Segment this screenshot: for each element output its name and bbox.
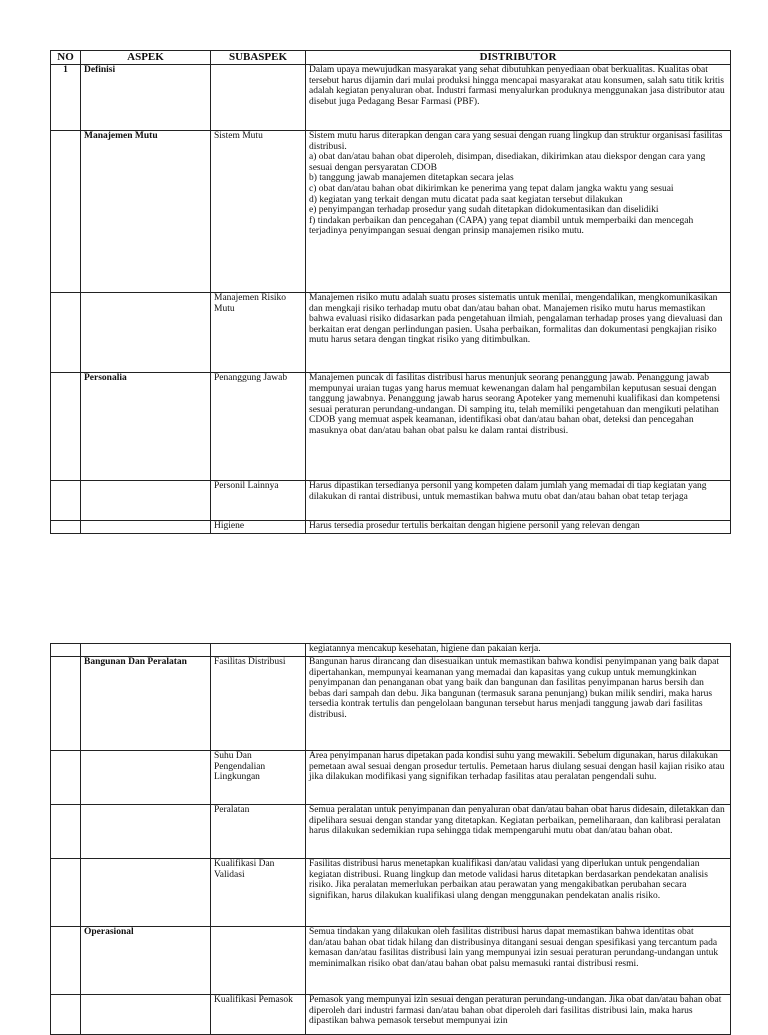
row-aspek	[81, 521, 211, 534]
row-aspek: Operasional	[81, 927, 211, 995]
row-aspek	[81, 751, 211, 805]
row-subaspek: Penanggung Jawab	[211, 373, 306, 481]
row-aspek	[81, 859, 211, 927]
row-subaspek: Manajemen Risiko Mutu	[211, 293, 306, 373]
row-subaspek	[211, 65, 306, 131]
row-distributor: Bangunan harus dirancang dan disesuaikan untuk memastikan bahwa kondisi penyimpanan yang baik dapat dipertahankan, mempunyai keamanan yang memadai dan kapasitas yang cukup untuk memungkinkan penyimpanan dan penanganan obat yang baik dan bangunan dan fasilitas penyimpanan harus bersih dan bebas dari sampah dan debu. Jika bangunan (termasuk sarana penunjang) bukan milik sendiri, maka harus tersedia kontrak tertulis dan pengelolaan bangunan tersebut harus menjadi tanggung jawab dari fasilitas distribusi.	[306, 657, 731, 751]
row-distributor: Pemasok yang mempunyai izin sesuai dengan peraturan perundang-undangan. Jika obat dan/atau bahan obat diperoleh dari industri farmasi dan/atau bahan obat diperoleh dari fasilitas distribusi lain, maka harus dipastikan bahwa pemasok tersebut mempunyai izin	[306, 995, 731, 1035]
row-subaspek: Kualifikasi Pemasok	[211, 995, 306, 1035]
row-subaspek: Sistem Mutu	[211, 131, 306, 293]
table-row	[51, 995, 731, 1035]
row-aspek	[81, 644, 211, 657]
table-row	[51, 859, 731, 927]
row-distributor: Sistem mutu harus diterapkan dengan cara yang sesuai dengan ruang lingkup dan struktur organisasi fasilitas distribusi. a) obat dan/atau bahan obat diperoleh, disimpan, disediakan, dikirimkan atau diekspor dengan cara yang sesuai dengan persyaratan CDOB b) tanggung jawab manajemen ditetapkan secara jelas c) obat dan/atau bahan obat dikirimkan ke penerima yang tepat dalam jangka waktu yang sesuai d) kegiatan yang terkait dengan mutu dicatat pada saat kegiatan tersebut dilakukan e) penyimpangan terhadap prosedur yang sudah ditetapkan didokumentasikan dan diselidiki f) tindakan perbaikan dan pencegahan (CAPA) yang tepat diambil untuk memperbaiki dan mencegah terjadinya penyimpangan sesuai dengan prinsip manajemen risiko mutu.	[306, 131, 731, 293]
row-distributor: kegiatannya mencakup kesehatan, higiene dan pakaian kerja.	[306, 644, 731, 657]
table-row	[51, 927, 731, 995]
header-aspek: ASPEK	[81, 51, 211, 65]
row-no: 1	[51, 65, 81, 131]
row-no	[51, 859, 81, 927]
table-row	[51, 373, 731, 481]
header-distributor: DISTRIBUTOR	[306, 51, 731, 65]
row-subaspek: Suhu Dan Pengendalian Lingkungan	[211, 751, 306, 805]
row-subaspek: Fasilitas Distribusi	[211, 657, 306, 751]
row-subaspek: Higiene	[211, 521, 306, 534]
row-no	[51, 751, 81, 805]
row-subaspek	[211, 927, 306, 995]
row-subaspek: Kualifikasi Dan Validasi	[211, 859, 306, 927]
row-no	[51, 481, 81, 521]
table-row	[51, 751, 731, 805]
row-no	[51, 995, 81, 1035]
row-no	[51, 373, 81, 481]
table-row	[51, 521, 731, 534]
table-page-1	[50, 50, 731, 534]
table-row	[51, 644, 731, 657]
row-aspek	[81, 293, 211, 373]
row-no	[51, 644, 81, 657]
row-distributor: Harus tersedia prosedur tertulis berkaitan dengan higiene personil yang relevan dengan	[306, 521, 731, 534]
table-row	[51, 481, 731, 521]
table-header-row	[51, 51, 731, 65]
row-aspek: Definisi	[81, 65, 211, 131]
row-distributor: Fasilitas distribusi harus menetapkan kualifikasi dan/atau validasi yang diperlukan untuk pengendalian kegiatan distribusi. Ruang lingkup dan metode validasi harus ditetapkan berdasarkan pendekatan analisis risiko. Jika peralatan memerlukan perbaikan atau perawatan yang mengakibatkan perubahan secara signifikan, harus dilakukan kualifikasi ulang dengan menggunakan pendekatan analis risiko.	[306, 859, 731, 927]
table-page-2	[50, 643, 731, 1035]
row-distributor: Manajemen puncak di fasilitas distribusi harus menunjuk seorang penanggung jawab. Penanggung jawab mempunyai uraian tugas yang harus memuat kewenangan dalam hal pengambilan keputusan sesuai dengan tanggung jawabnya. Penanggung jawab harus seorang Apoteker yang memenuhi kualifikasi dan kompetensi sesuai peraturan perundang-undangan. Di samping itu, telah memiliki pengetahuan dan mengikuti pelatihan CDOB yang memuat aspek keamanan, identifikasi obat dan/atau bahan obat, deteksi dan pencegahan masuknya obat dan/atau bahan obat palsu ke dalam rantai distribusi.	[306, 373, 731, 481]
row-no	[51, 927, 81, 995]
row-no	[51, 521, 81, 534]
row-no	[51, 805, 81, 859]
table-row	[51, 65, 731, 131]
row-aspek: Manajemen Mutu	[81, 131, 211, 293]
table-row	[51, 131, 731, 293]
row-distributor: Manajemen risiko mutu adalah suatu proses sistematis untuk menilai, mengendalikan, mengkomunikasikan dan mengkaji risiko terhadap mutu obat dan/atau bahan obat. Manajemen risiko mutu harus memastikan bahwa evaluasi risiko didasarkan pada pengetahuan ilmiah, pengalaman terhadap proses yang dievaluasi dan berkaitan erat dengan perlindungan pasien. Usaha perbaikan, formalitas dan dokumentasi pengkajian risiko mutu harus setara dengan tingkat risiko yang ditimbulkan.	[306, 293, 731, 373]
row-distributor: Dalam upaya mewujudkan masyarakat yang sehat dibutuhkan penyediaan obat berkualitas. Kualitas obat tersebut harus dijamin dari mulai produksi hingga mencapai masyarakat atau konsumen, salah satu titik kritis adalah kegiatan penyaluran obat. Industri farmasi menyalurkan produknya menggunakan jasa distributor atau disebut juga Pedagang Besar Farmasi (PBF).	[306, 65, 731, 131]
row-no	[51, 657, 81, 751]
row-no	[51, 131, 81, 293]
row-aspek	[81, 995, 211, 1035]
row-distributor: Area penyimpanan harus dipetakan pada kondisi suhu yang mewakili. Sebelum digunakan, harus dilakukan pemetaan awal sesuai dengan prosedur tertulis. Pemetaan harus diulang sesuai dengan hasil kajian risiko atau jika dilakukan modifikasi yang signifikan terhadap fasilitas atau peralatan pengendali suhu.	[306, 751, 731, 805]
row-aspek	[81, 805, 211, 859]
row-distributor: Semua tindakan yang dilakukan oleh fasilitas distribusi harus dapat memastikan bahwa identitas obat dan/atau bahan obat tidak hilang dan distribusinya ditangani sesuai dengan spesifikasi yang tercantum pada kemasan dan/atau fasilitas distribusi lain yang mempunyai izin sesuai peraturan perundang-undangan untuk meminimalkan risiko obat dan/atau bahan obat palsu memasuki rantai distribusi resmi.	[306, 927, 731, 995]
table-row	[51, 657, 731, 751]
header-subaspek: SUBASPEK	[211, 51, 306, 65]
row-subaspek: Personil Lainnya	[211, 481, 306, 521]
row-subaspek	[211, 644, 306, 657]
row-aspek	[81, 481, 211, 521]
row-distributor: Harus dipastikan tersedianya personil yang kompeten dalam jumlah yang memadai di tiap kegiatan yang dilakukan di rantai distribusi, untuk memastikan bahwa mutu obat dan/atau bahan obat tetap terjaga	[306, 481, 731, 521]
table-row	[51, 293, 731, 373]
table-row	[51, 805, 731, 859]
row-aspek: Bangunan Dan Peralatan	[81, 657, 211, 751]
row-subaspek: Peralatan	[211, 805, 306, 859]
row-aspek: Personalia	[81, 373, 211, 481]
header-no: NO	[51, 51, 81, 65]
row-no	[51, 293, 81, 373]
row-distributor: Semua peralatan untuk penyimpanan dan penyaluran obat dan/atau bahan obat harus didesain, diletakkan dan dipelihara sesuai dengan standar yang ditetapkan. Kegiatan perbaikan, pemeliharaan, dan kalibrasi peralatan harus dilakukan sedemikian rupa sehingga tidak mempengaruhi mutu obat dan/atau bahan obat.	[306, 805, 731, 859]
